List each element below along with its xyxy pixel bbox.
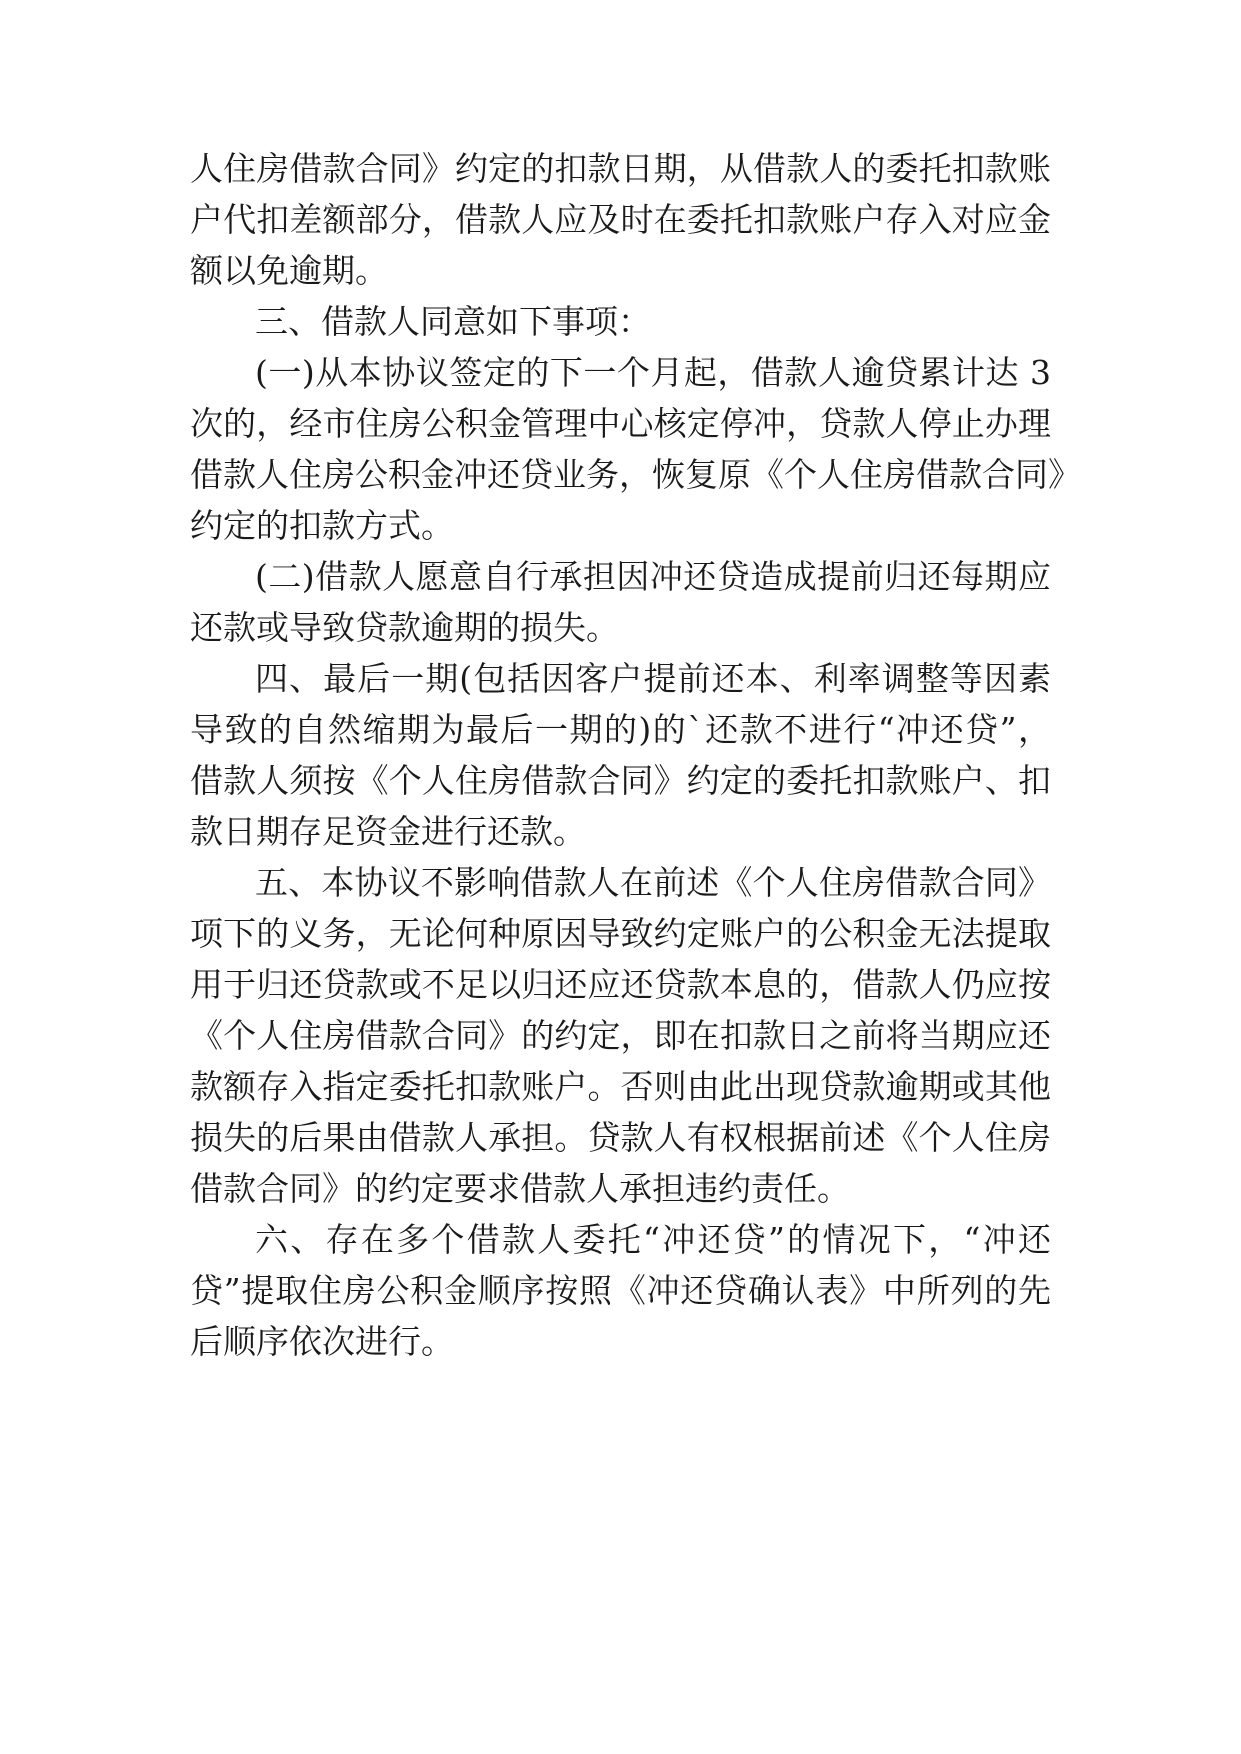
text-line: 借款人须按《个人住房借款合同》约定的委托扣款账户、扣: [190, 761, 1051, 800]
text-line: 损失的后果由借款人承担。贷款人有权根据前述《个人住房: [190, 1118, 1051, 1157]
text-line: 六、存在多个借款人委托“冲还贷”的情况下，“冲还: [255, 1220, 1051, 1259]
text-line: 借款合同》的约定要求借款人承担违约责任。: [190, 1169, 850, 1208]
text-line: 次的，经市住房公积金管理中心核定停冲，贷款人停止办理: [190, 404, 1051, 443]
text-line: 户代扣差额部分，借款人应及时在委托扣款账户存入对应金: [190, 200, 1051, 239]
text-line: (二)借款人愿意自行承担因冲还贷造成提前归还每期应: [255, 557, 1051, 596]
text-line: 还款或导致贷款逾期的损失。: [190, 608, 619, 647]
text-line: 款日期存足资金进行还款。: [190, 812, 586, 851]
section-heading: 三、借款人同意如下事项：: [255, 302, 651, 341]
text-line: 后顺序依次进行。: [190, 1322, 454, 1361]
text-line: 约定的扣款方式。: [190, 506, 454, 545]
text-line: 贷”提取住房公积金顺序按照《冲还贷确认表》中所列的先: [190, 1271, 1051, 1310]
text-line: 四、最后一期(包括因客户提前还本、利率调整等因素: [255, 659, 1051, 698]
text-line: 额以免逾期。: [190, 251, 388, 290]
text-line: 项下的义务，无论何种原因导致约定账户的公积金无法提取: [190, 914, 1051, 953]
text-line: 五、本协议不影响借款人在前述《个人住房借款合同》: [255, 863, 1051, 902]
text-line: 导致的自然缩期为最后一期的)的`还款不进行“冲还贷”，: [190, 710, 1051, 749]
text-line: 用于归还贷款或不足以归还应还贷款本息的，借款人仍应按: [190, 965, 1051, 1004]
text-line: 《个人住房借款合同》的约定，即在扣款日之前将当期应还: [190, 1016, 1051, 1055]
text-line: 款额存入指定委托扣款账户。否则由此出现贷款逾期或其他: [190, 1067, 1051, 1106]
text-line: (一)从本协议签定的下一个月起，借款人逾贷累计达 3: [255, 353, 1051, 392]
text-line: 人住房借款合同》约定的扣款日期，从借款人的委托扣款账: [190, 149, 1051, 188]
text-line: 借款人住房公积金冲还贷业务，恢复原《个人住房借款合同》: [190, 455, 1081, 494]
